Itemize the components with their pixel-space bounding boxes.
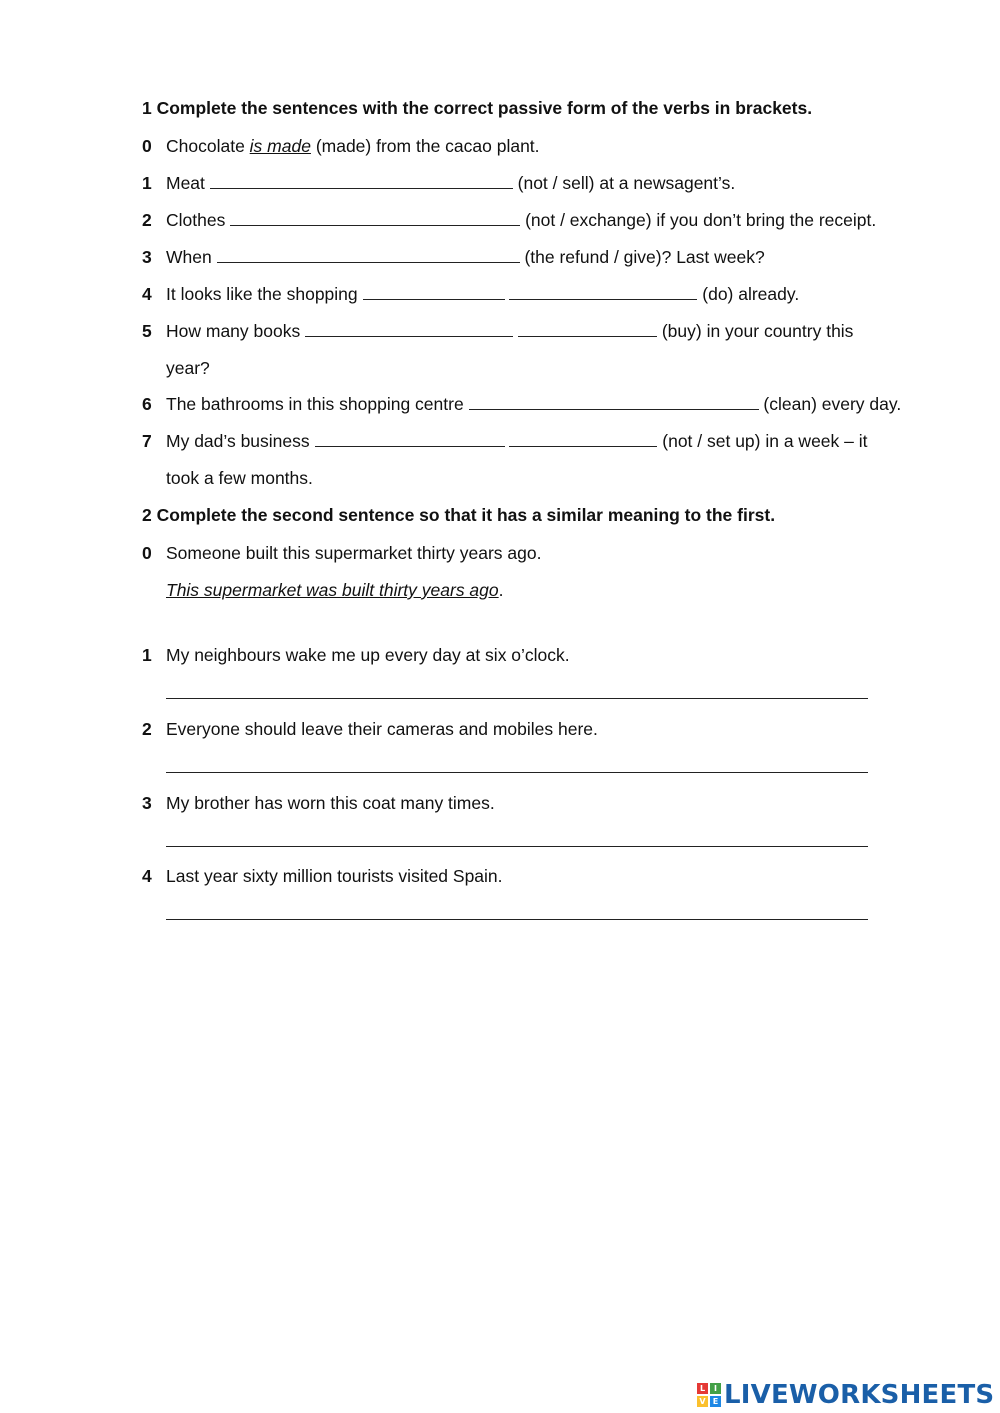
item-number: 2 (142, 719, 152, 739)
badge-letter: I (710, 1383, 721, 1394)
exercise1-item-4 (166, 283, 799, 305)
item-text: (not / sell) at a newsagent’s. (512, 173, 736, 193)
item-text: It looks like the shopping (166, 284, 363, 304)
answer-blank[interactable] (363, 285, 505, 300)
exercise1-title: 1 Complete the sentences with the correct passive form of the verbs in brackets. (142, 98, 813, 118)
exercise2-example: Someone built this supermarket thirty years ago. (166, 543, 542, 563)
item-text: How many books (166, 321, 306, 341)
item-number: 0 (142, 136, 152, 156)
example-answer: This supermarket was built thirty years ago (166, 580, 499, 600)
item-text: My dad’s business (166, 431, 315, 451)
exercise1-item-7 (166, 430, 868, 452)
item-number: 1 (142, 173, 152, 193)
exercise1-item-6 (166, 393, 901, 415)
answer-blank[interactable] (518, 322, 657, 337)
period: . (498, 580, 504, 600)
item-text: (made) from the cacao plant. (310, 136, 540, 156)
item-number: 0 (142, 543, 152, 563)
item-text: Meat (166, 173, 210, 193)
answer-blank[interactable] (469, 395, 759, 410)
item-text: (not / set up) in a week – it (657, 431, 868, 451)
exercise2-item-1: My neighbours wake me up every day at six o’clock. (166, 645, 570, 665)
logo-badge-icon (697, 1383, 721, 1407)
logo-text: LIVEWORKSHEETS (724, 1380, 995, 1410)
item-text: Chocolate (166, 136, 250, 156)
answer-line[interactable] (166, 846, 868, 847)
item-number: 2 (142, 210, 152, 230)
exercise2-item-3: My brother has worn this coat many times. (166, 793, 495, 813)
exercise2-item-4: Last year sixty million tourists visited Spain. (166, 866, 503, 886)
exercise2-item-2: Everyone should leave their cameras and mobiles here. (166, 719, 598, 739)
answer-blank[interactable] (217, 248, 520, 263)
answer-blank[interactable] (509, 432, 657, 447)
item-number: 3 (142, 793, 152, 813)
item-text: Clothes (166, 210, 231, 230)
item-text: (not / exchange) if you don’t bring the receipt. (520, 210, 877, 230)
item-number: 7 (142, 431, 152, 451)
exercise2-title: 2 Complete the second sentence so that it has a similar meaning to the first. (142, 505, 776, 525)
exercise1-item-2 (166, 209, 876, 231)
exercise1-item-3 (166, 246, 765, 268)
badge-letter: L (697, 1383, 708, 1394)
answer-blank[interactable] (210, 174, 513, 189)
item-text: (the refund / give)? Last week? (519, 247, 765, 267)
item-continuation: year? (166, 358, 210, 378)
exercise2-example-answer (166, 579, 504, 601)
answer-blank[interactable] (230, 211, 520, 226)
item-number: 6 (142, 394, 152, 414)
answer-blank[interactable] (315, 432, 505, 447)
answer-line[interactable] (166, 919, 868, 920)
item-text: (buy) in your country this (656, 321, 854, 341)
example-answer: is made (249, 136, 311, 156)
item-text: When (166, 247, 217, 267)
answer-blank[interactable] (509, 285, 697, 300)
item-number: 3 (142, 247, 152, 267)
exercise1-item-0 (166, 135, 540, 157)
badge-letter: V (697, 1396, 708, 1407)
answer-blank[interactable] (305, 322, 513, 337)
badge-letter: E (710, 1396, 721, 1407)
liveworksheets-logo (697, 1378, 994, 1412)
item-text: (clean) every day. (758, 394, 902, 414)
item-number: 4 (142, 284, 152, 304)
answer-line[interactable] (166, 772, 868, 773)
exercise1-item-1 (166, 172, 735, 194)
item-continuation: took a few months. (166, 468, 313, 488)
answer-line[interactable] (166, 698, 868, 699)
item-number: 4 (142, 866, 152, 886)
item-number: 1 (142, 645, 152, 665)
item-number: 5 (142, 321, 152, 341)
exercise1-item-5 (166, 320, 853, 342)
item-text: (do) already. (697, 284, 800, 304)
item-text: The bathrooms in this shopping centre (166, 394, 469, 414)
